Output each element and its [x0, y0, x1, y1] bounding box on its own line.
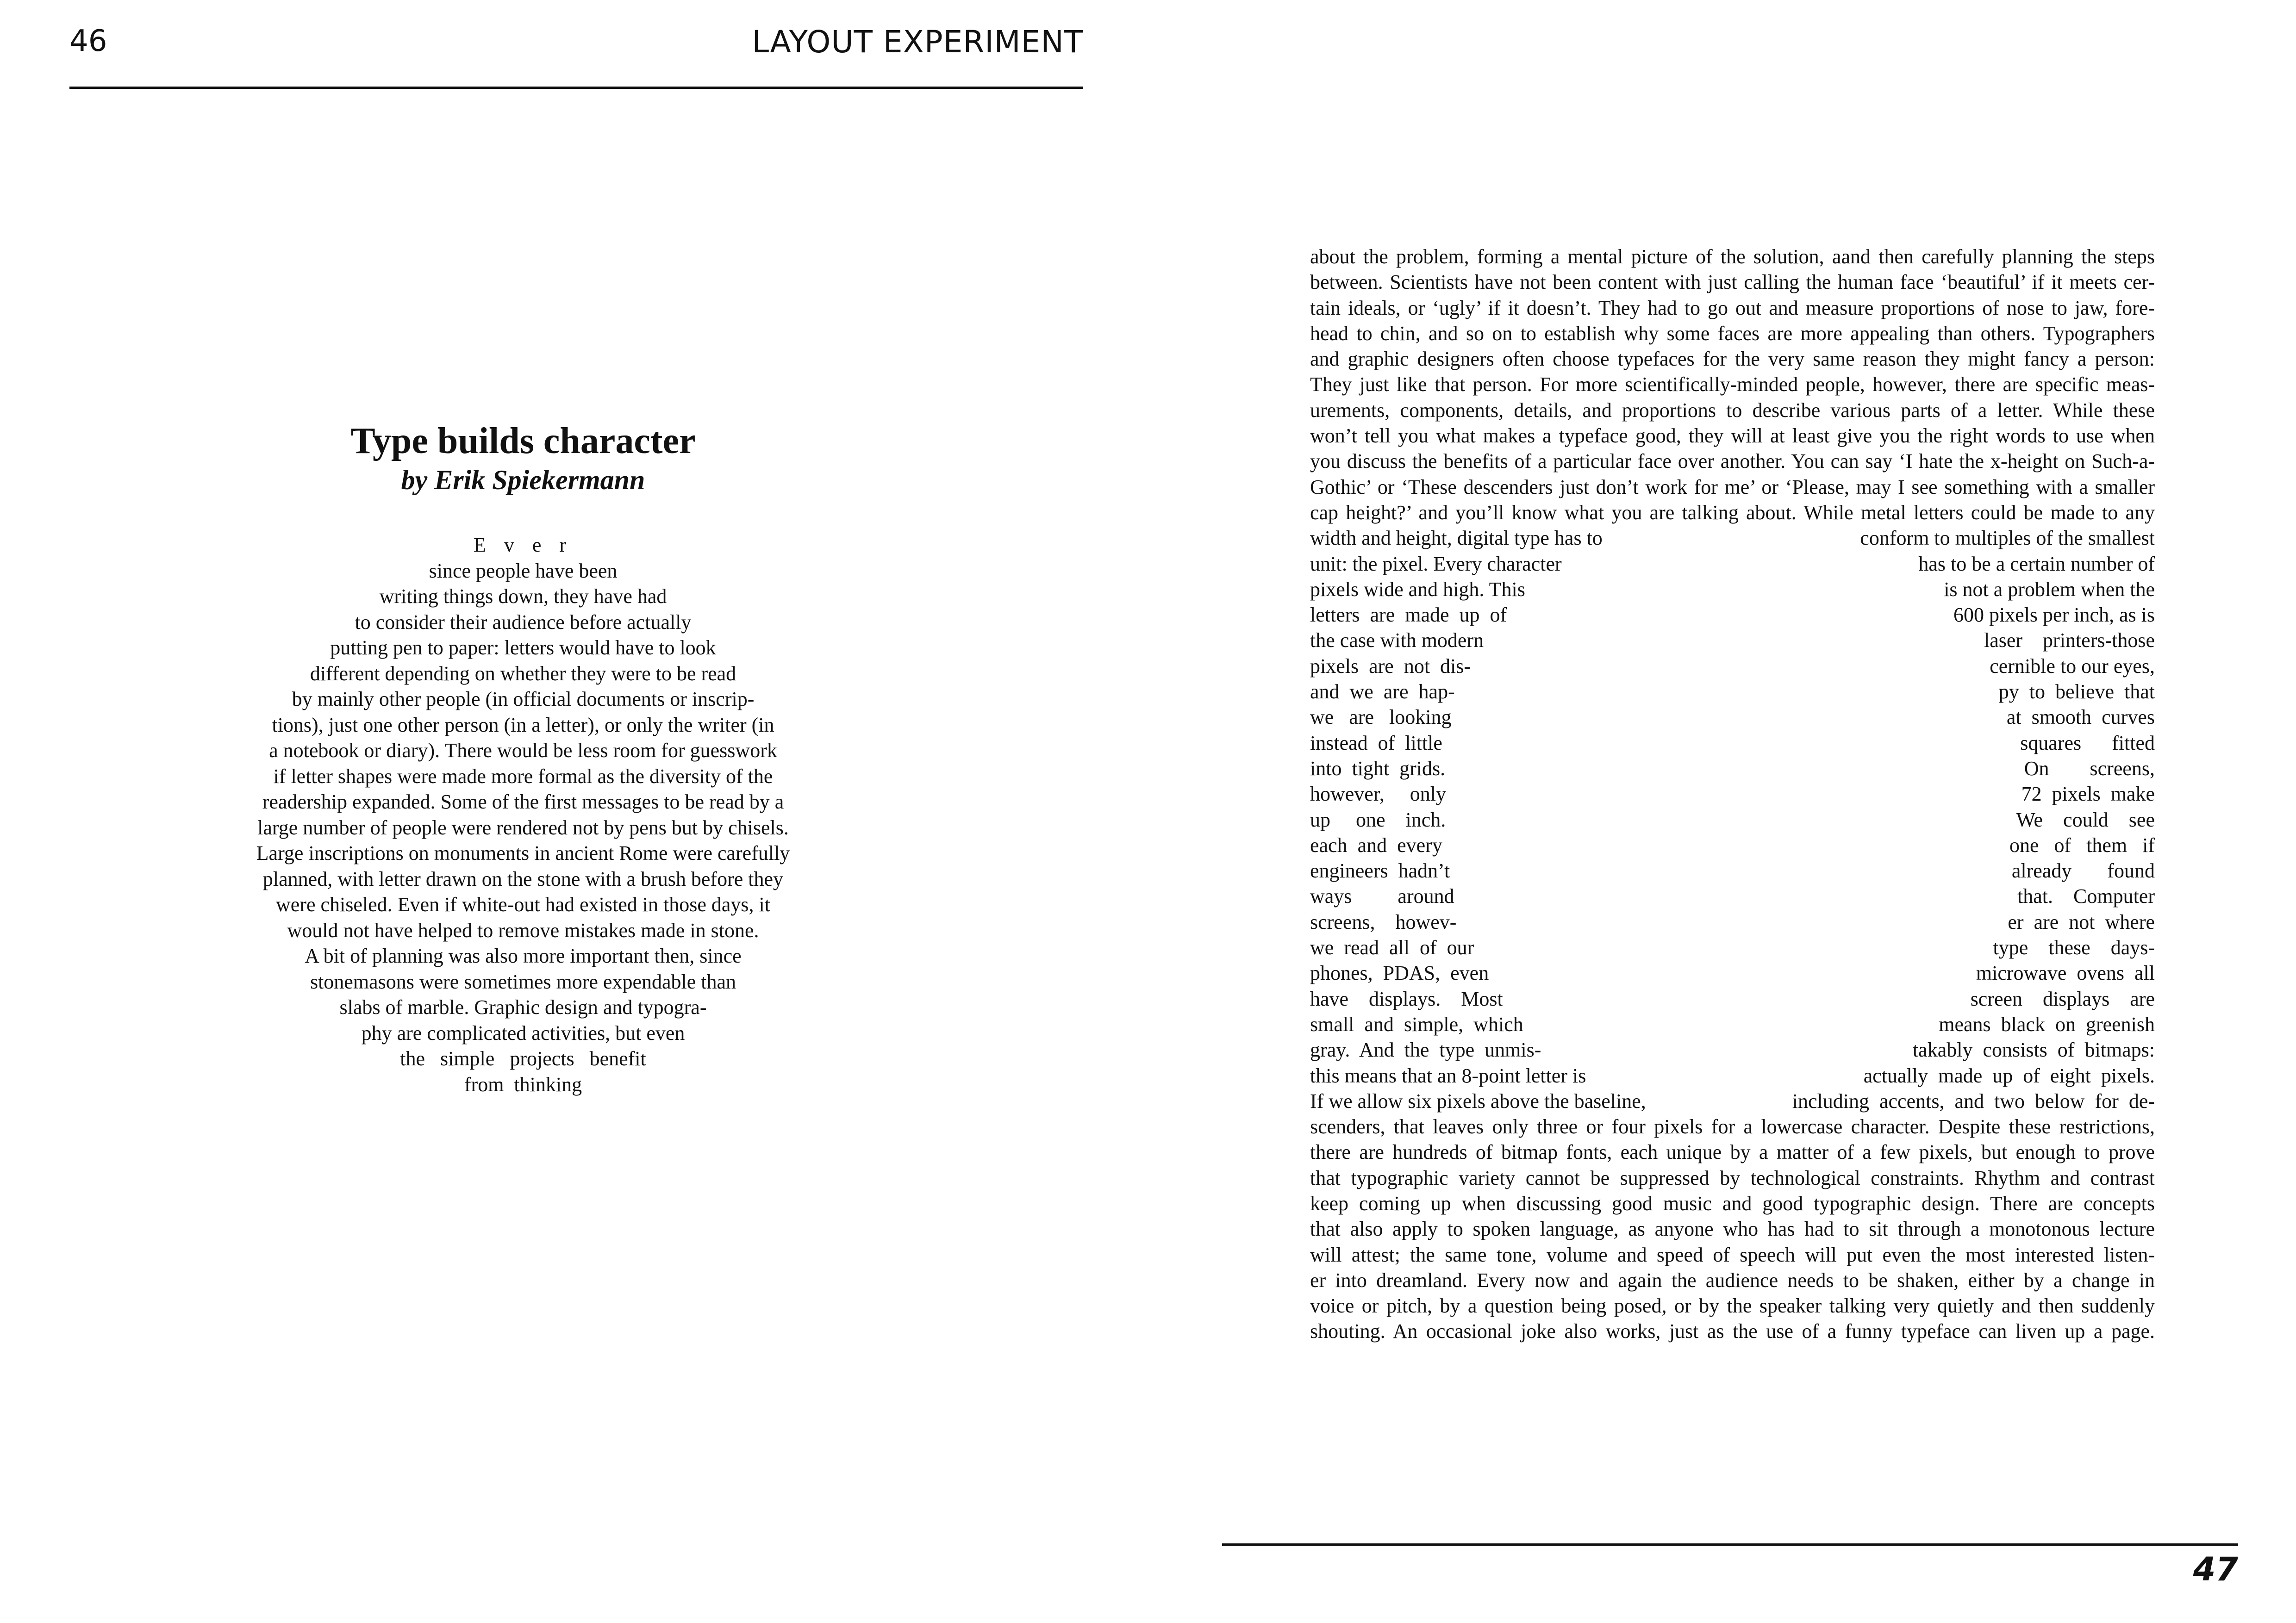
- left-body-line: if letter shapes were made more formal as the diversity of the: [273, 765, 773, 788]
- right-split-line: [1310, 833, 2155, 858]
- split-line-right: is not a problem when the: [1944, 578, 2155, 601]
- right-body-line: that typographic variety cannot be suppressed by technological constraints. Rhythm and contrast: [1310, 1166, 2155, 1189]
- right-split-line: [1310, 807, 2155, 833]
- right-split-line: [1310, 858, 2155, 883]
- left-body-line: the simple projects benefit: [400, 1047, 646, 1070]
- split-line-right: On screens,: [2024, 757, 2155, 780]
- split-line-left: each and every: [1310, 833, 1442, 857]
- right-body-line: won’t tell you what makes a typeface good, they will at least give you the right words to use when: [1310, 424, 2155, 448]
- left-body-line: stonemasons were sometimes more expendable than: [310, 970, 736, 993]
- split-line-right: one of them if: [2009, 833, 2155, 857]
- right-body-line: er into dreamland. Every now and again the audience needs to be shaken, either by a change in: [1310, 1269, 2155, 1292]
- split-line-left: the case with modern: [1310, 629, 1484, 652]
- split-line-left: we read all of our: [1310, 936, 1474, 959]
- page-number-right: 47: [2193, 1550, 2238, 1588]
- left-body-line: would not have helped to remove mistakes made in stone.: [287, 919, 759, 942]
- left-body-line: to consider their audience before actually: [355, 610, 692, 634]
- left-body-line: A bit of planning was also more important then, since: [305, 945, 742, 967]
- split-line-right: actually made up of eight pixels.: [1863, 1064, 2155, 1087]
- split-line-right: conform to multiples of the smallest: [1860, 527, 2155, 550]
- split-line-left: width and height, digital type has to: [1310, 527, 1603, 550]
- right-body-line: there are hundreds of bitmap fonts, each unique by a matter of a few pixels, but enough to prove: [1310, 1141, 2155, 1164]
- right-body-line: urements, components, details, and proportions to describe various parts of a letter. While these: [1310, 398, 2155, 422]
- split-line-right: squares fitted: [2020, 731, 2155, 754]
- right-body-line: shouting. An occasional joke also works, just as the use of a funny typeface can liven up a page.: [1310, 1320, 2155, 1343]
- right-split-line: [1310, 1037, 2155, 1063]
- right-split-line: [1310, 551, 2155, 577]
- split-line-right: at smooth curves: [2006, 706, 2155, 729]
- right-split-line: [1310, 679, 2155, 704]
- right-body-line: They just like that person. For more scientifically-minded people, however, there are specific meas-: [1310, 373, 2155, 396]
- left-page-body: [199, 532, 847, 1097]
- split-line-left: phones, PDAS, even: [1310, 962, 1489, 985]
- split-line-left: have displays. Most: [1310, 987, 1503, 1010]
- split-line-left: into tight grids.: [1310, 757, 1446, 780]
- right-body-line: voice or pitch, by a question being posed, or by the speaker talking very quietly and then suddenly: [1310, 1294, 2155, 1318]
- left-body-line: phy are complicated activities, but even: [361, 1021, 685, 1045]
- right-body-line: cap height?’ and you’ll know what you are talking about. While metal letters could be made to any: [1310, 501, 2155, 524]
- left-body-line: were chiseled. Even if white-out had existed in those days, it: [276, 893, 770, 916]
- split-line-left: ways around: [1310, 885, 1454, 908]
- left-body-line: since people have been: [429, 559, 618, 582]
- left-body-line: different depending on whether they were to be read: [310, 662, 736, 685]
- right-split-line: [1310, 628, 2155, 653]
- left-body-line: slabs of marble. Graphic design and typogra-: [339, 996, 707, 1019]
- right-split-line: [1310, 781, 2155, 807]
- right-split-line: [1310, 730, 2155, 756]
- split-line-right: means black on greenish: [1939, 1013, 2155, 1036]
- split-line-left: instead of little: [1310, 731, 1442, 754]
- article-title: Type builds character: [350, 421, 696, 461]
- right-split-line: [1310, 986, 2155, 1012]
- split-line-left: unit: the pixel. Every character: [1310, 552, 1562, 575]
- left-body-line: from thinking: [464, 1073, 582, 1096]
- right-body-line: scenders, that leaves only three or four pixels for a lowercase character. Despite these restrictions,: [1310, 1115, 2155, 1138]
- right-split-line: [1310, 1012, 2155, 1037]
- split-line-left: this means that an 8-point letter is: [1310, 1064, 1586, 1087]
- right-body-line: keep coming up when discussing good music and good typographic design. There are concepts: [1310, 1192, 2155, 1215]
- right-split-line: [1310, 525, 2155, 551]
- split-line-left: small and simple, which: [1310, 1013, 1523, 1036]
- left-body-line: writing things down, they have had: [379, 585, 667, 608]
- right-split-line: [1310, 704, 2155, 730]
- right-split-line: [1310, 653, 2155, 679]
- right-body-line: head to chin, and so on to establish why some faces are more appealing than others. Typographers: [1310, 322, 2155, 345]
- right-split-line: [1310, 960, 2155, 986]
- left-body-line: E v e r: [473, 534, 573, 556]
- right-split-line: [1310, 935, 2155, 960]
- right-body-line: you discuss the benefits of a particular face over another. You can say ‘I hate the x-height on Such-a-: [1310, 450, 2155, 473]
- right-body-line: that also apply to spoken language, as anyone who has had to sit through a monotonous lecture: [1310, 1218, 2155, 1241]
- split-line-right: laser printers-those: [1984, 629, 2155, 652]
- right-body-line: between. Scientists have not been content with just calling the human face ‘beautiful’ if it meets cer-: [1310, 271, 2155, 294]
- split-line-left: we are looking: [1310, 706, 1452, 729]
- article-byline: by Erik Spiekermann: [401, 465, 645, 495]
- right-body-line: and graphic designers often choose typefaces for the very same reason they might fancy a person:: [1310, 348, 2155, 371]
- footer-rule: [1222, 1543, 2238, 1546]
- split-line-right: including accents, and two below for de-: [1792, 1089, 2155, 1113]
- left-body-line: planned, with letter drawn on the stone with a brush before they: [262, 867, 784, 890]
- split-line-left: engineers hadn’t: [1310, 859, 1450, 883]
- right-split-line: [1310, 909, 2155, 935]
- split-line-left: If we allow six pixels above the baseline,: [1310, 1089, 1646, 1113]
- split-line-right: cernible to our eyes,: [1990, 654, 2155, 678]
- right-body-line: will attest; the same tone, volume and speed of speech will put even the most interested listen-: [1310, 1243, 2155, 1266]
- split-line-left: pixels are not dis-: [1310, 654, 1471, 678]
- right-body-line: about the problem, forming a mental picture of the solution, aand then carefully planning the steps: [1310, 245, 2155, 268]
- split-line-right: microwave ovens all: [1976, 962, 2155, 985]
- split-line-left: gray. And the type unmis-: [1310, 1038, 1541, 1062]
- right-page-body: [1310, 244, 2155, 1344]
- right-body-line: Gothic’ or ‘These descenders just don’t work for me’ or ‘Please, may I see something with a smaller: [1310, 475, 2155, 498]
- header-rule: [69, 87, 1083, 89]
- right-body-line: tain ideals, or ‘ugly’ if it doesn’t. They had to go out and measure proportions of nose to jaw, fore-: [1310, 296, 2155, 319]
- left-body-line: by mainly other people (in official documents or inscrip-: [292, 688, 755, 710]
- left-body-line: tions), just one other person (in a letter), or only the writer (in: [272, 713, 774, 736]
- left-body-line: putting pen to paper: letters would have to look: [330, 636, 716, 659]
- right-split-line: [1310, 577, 2155, 602]
- split-line-right: takably consists of bitmaps:: [1912, 1038, 2155, 1062]
- split-line-right: already found: [2011, 859, 2155, 883]
- split-line-left: and we are hap-: [1310, 680, 1455, 703]
- split-line-right: that. Computer: [2017, 885, 2155, 908]
- right-split-line: [1310, 1088, 2155, 1114]
- split-line-left: screens, howev-: [1310, 910, 1457, 933]
- split-line-right: type these days-: [1993, 936, 2155, 959]
- right-split-line: [1310, 756, 2155, 781]
- running-title: LAYOUT EXPERIMENT: [752, 24, 1083, 60]
- right-split-line: [1310, 602, 2155, 628]
- left-body-line: a notebook or diary). There would be less room for guesswork: [269, 739, 777, 762]
- split-line-right: has to be a certain number of: [1918, 552, 2155, 575]
- right-split-line: [1310, 883, 2155, 909]
- split-line-right: py to believe that: [1998, 680, 2155, 703]
- split-line-right: 72 pixels make: [2021, 783, 2155, 806]
- left-body-line: large number of people were rendered not by pens but by chisels.: [257, 816, 789, 839]
- page-number-left: 46: [69, 24, 107, 58]
- split-line-right: er are not where: [2008, 910, 2155, 933]
- split-line-left: pixels wide and high. This: [1310, 578, 1525, 601]
- split-line-left: letters are made up of: [1310, 603, 1507, 627]
- split-line-right: screen displays are: [1970, 987, 2155, 1010]
- left-body-line: Large inscriptions on monuments in ancient Rome were carefully: [256, 842, 790, 864]
- split-line-left: however, only: [1310, 783, 1446, 806]
- right-split-line: [1310, 1063, 2155, 1088]
- split-line-right: 600 pixels per inch, as is: [1953, 603, 2155, 627]
- left-body-line: readership expanded. Some of the first messages to be read by a: [262, 790, 784, 813]
- split-line-right: We could see: [2016, 808, 2155, 831]
- split-line-left: up one inch.: [1310, 808, 1446, 831]
